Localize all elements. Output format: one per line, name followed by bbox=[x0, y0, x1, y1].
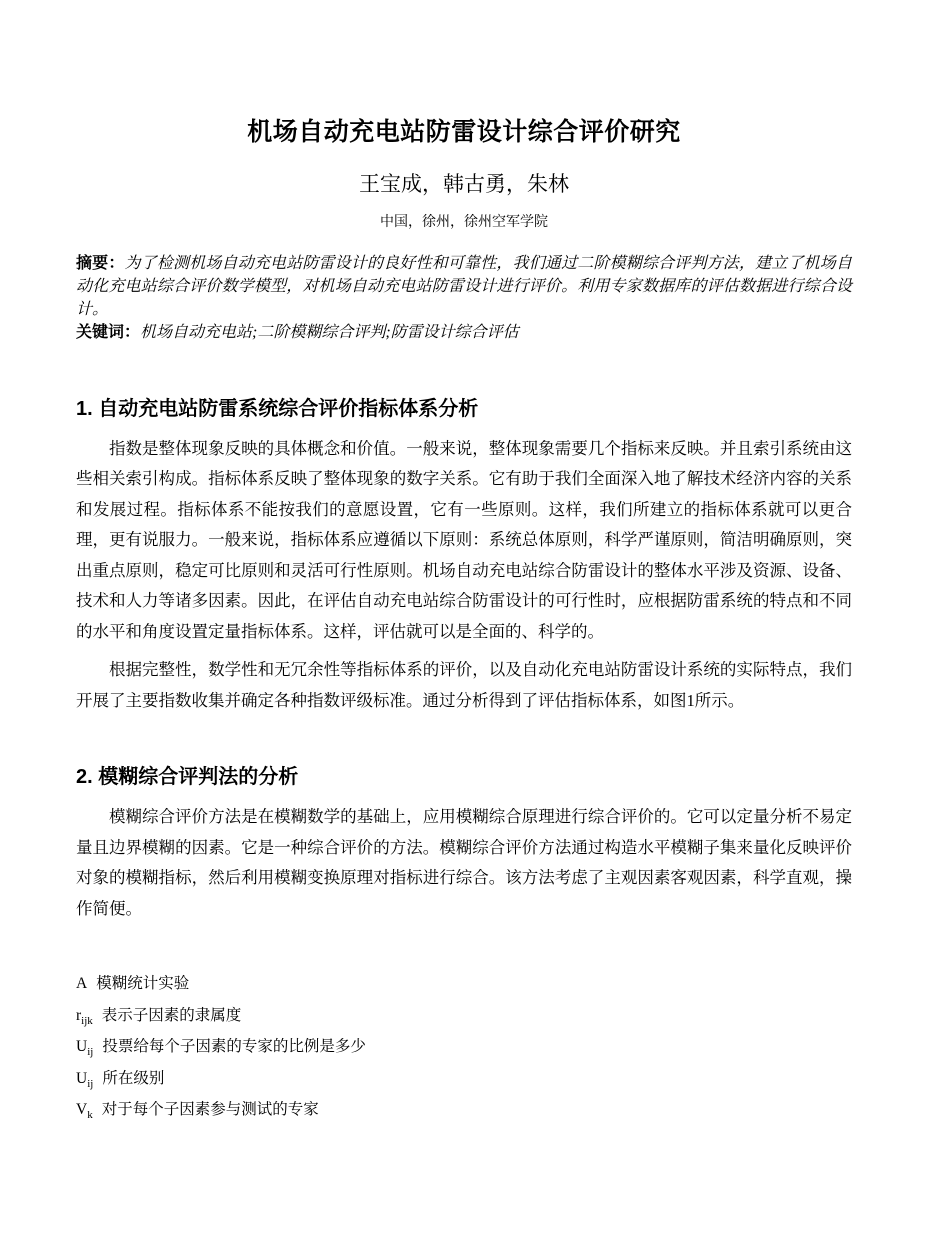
authors-line: 王宝成，韩古勇，朱林 bbox=[359, 171, 569, 196]
symbol-letter: r bbox=[76, 1006, 82, 1024]
symbol-description: 投票给每个子因素的专家的比例是多少 bbox=[102, 1038, 366, 1056]
symbol-letter: V bbox=[76, 1101, 88, 1119]
keywords-paragraph bbox=[76, 321, 852, 344]
section-1-paragraph-1: 指数是整体现象反映的具体概念和价值。一般来说，整体现象需要几个指标来反映。并且索引系统由这些相关索引构成。指标体系反映了整体现象的数字关系。它有助于我们全面深入地了解技术经济内容的关系和发展过程。指标体系不能按我们的意愿设置，它有一些原则。这样，我们所建立的指标体系就可以更合理，更有说服力。一般来说，指标体系应遵循以下原则：系统总体原则，科学严谨原则，简洁明确原则，突出重点原则，稳定可比原则和灵活可行性原则。机场自动充电站综合防雷设计的整体水平涉及资源、设备、技术和人力等诸多因素。因此，在评估自动充电站综合防雷设计的可行性时，应根据防雷系统的特点和不同的水平和角度设置定量指标体系。这样，评估就可以是全面的、科学的。 bbox=[76, 438, 852, 641]
section-1-paragraph-2: 根据完整性，数学性和无冗余性等指标体系的评价，以及自动化充电站防雷设计系统的实际特点，我们开展了主要指数收集并确定各种指数评级标准。通过分析得到了评估指标体系，如图1所示。 bbox=[76, 660, 852, 710]
symbol-letter: U bbox=[76, 1038, 88, 1056]
abstract-text: 为了检测机场自动充电站防雷设计的良好性和可靠性，我们通过二阶模糊综合评判方法，建立了机场自动化充电站综合评价数学模型，对机场自动充电站防雷设计进行评价。利用专家数据库的评估数据进行综合设计。 bbox=[76, 254, 852, 318]
keywords-label: 关键词： bbox=[76, 323, 141, 341]
symbol-item bbox=[76, 1031, 852, 1063]
symbol-description: 模糊统计实验 bbox=[96, 975, 190, 993]
symbol-A bbox=[76, 975, 87, 992]
symbol-subscript: ijk bbox=[81, 1015, 93, 1028]
paper-title: 机场自动充电站防雷设计综合评价研究 bbox=[247, 118, 681, 146]
symbol-item bbox=[76, 1063, 852, 1095]
abstract-paragraph bbox=[76, 252, 852, 321]
keywords-text: 机场自动充电站;二阶模糊综合评判;防雷设计综合评估 bbox=[140, 323, 519, 341]
section-2-paragraph-1: 模糊综合评价方法是在模糊数学的基础上，应用模糊综合原理进行综合评价的。它可以定量分析不易定量且边界模糊的因素。它是一种综合评价的方法。模糊综合评价方法通过构造水平模糊子集来量化反映评价对象的模糊指标，然后利用模糊变换原理对指标进行综合。该方法考虑了主观因素客观因素，科学直观，操作简便。 bbox=[76, 807, 852, 918]
affiliation-line: 中国，徐州，徐州空军学院 bbox=[380, 214, 548, 230]
symbol-V-k bbox=[76, 1101, 93, 1122]
symbol-subscript: ij bbox=[87, 1046, 94, 1059]
symbol-description: 所在级别 bbox=[102, 1069, 165, 1087]
symbol-item bbox=[76, 1094, 852, 1126]
section-2-heading: 2. 模糊综合评判法的分析 bbox=[76, 766, 299, 789]
symbol-subscript: ij bbox=[87, 1078, 94, 1091]
abstract-label: 摘要： bbox=[76, 254, 125, 272]
symbol-description: 表示子因素的隶属度 bbox=[101, 1006, 242, 1024]
section-1-heading: 1. 自动充电站防雷系统综合评价指标体系分析 bbox=[76, 397, 479, 420]
symbol-r-ijk bbox=[76, 1006, 93, 1028]
symbol-item bbox=[76, 1000, 852, 1032]
symbol-letter: A bbox=[76, 975, 88, 993]
symbol-subscript: k bbox=[87, 1109, 93, 1122]
symbol-description: 对于每个子因素参与测试的专家 bbox=[101, 1101, 319, 1119]
symbol-U-ij bbox=[76, 1069, 94, 1091]
symbol-U-ij bbox=[76, 1038, 94, 1059]
front-matter bbox=[76, 252, 852, 344]
symbol-definition-list bbox=[76, 968, 852, 1126]
symbol-item bbox=[76, 968, 852, 1000]
symbol-letter: U bbox=[76, 1069, 88, 1087]
